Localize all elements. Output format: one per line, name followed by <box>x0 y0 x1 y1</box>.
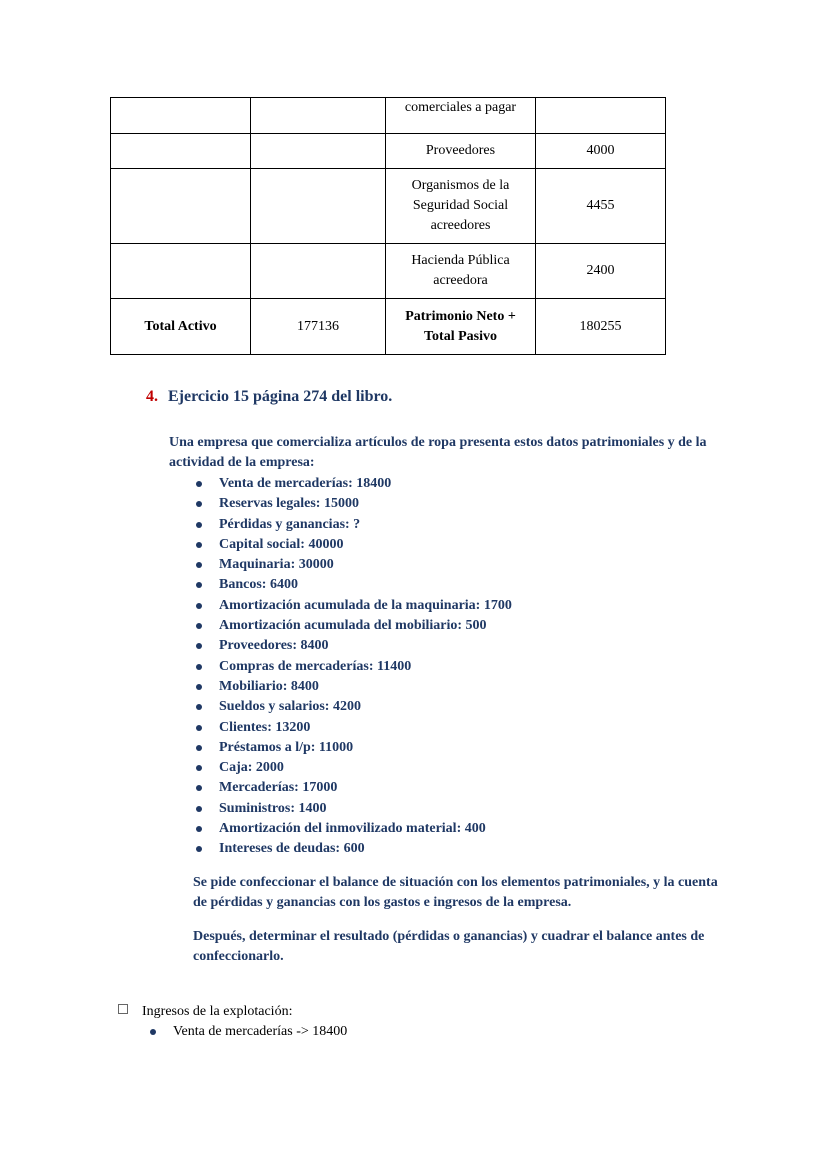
table-cell <box>111 244 251 299</box>
table-cell <box>111 98 251 134</box>
exercise-title: Ejercicio 15 página 274 del libro. <box>168 388 393 405</box>
list-item: Amortización acumulada de la maquinaria: 1700 <box>193 596 512 616</box>
list-item: Amortización acumulada del mobiliario: 500 <box>193 616 512 636</box>
ingresos-heading <box>118 1002 292 1022</box>
table-cell <box>111 169 251 244</box>
table-cell <box>251 134 386 169</box>
table-cell <box>251 169 386 244</box>
ingresos-list <box>148 1022 347 1042</box>
table-row <box>111 134 666 169</box>
checkbox-icon[interactable] <box>118 1004 128 1014</box>
total-pasivo-value: 180255 <box>536 299 666 355</box>
total-pasivo-label: Patrimonio Neto + Total Pasivo <box>386 299 536 355</box>
table-cell: 2400 <box>536 244 666 299</box>
list-item: Venta de mercaderías -> 18400 <box>148 1022 347 1042</box>
exercise-heading <box>146 388 392 406</box>
table-cell <box>251 244 386 299</box>
list-item: Suministros: 1400 <box>193 799 512 819</box>
list-item: Bancos: 6400 <box>193 575 512 595</box>
total-activo-label: Total Activo <box>111 299 251 355</box>
list-item: Amortización del inmovilizado material: 400 <box>193 819 512 839</box>
data-list <box>193 474 512 860</box>
list-item: Mobiliario: 8400 <box>193 677 512 697</box>
instruction-paragraph: Se pide confeccionar el balance de situación con los elementos patrimoniales, y la cuenta de pérdidas y ganancias con los gastos e ingresos de la empresa. <box>193 875 718 910</box>
list-item: Venta de mercaderías: 18400 <box>193 474 512 494</box>
exercise-intro: Una empresa que comercializa artículos de ropa presenta estos datos patrimoniales y de la actividad de la empresa: <box>169 435 707 470</box>
table-cell <box>251 98 386 134</box>
list-item: Reservas legales: 15000 <box>193 494 512 514</box>
list-item: Compras de mercaderías: 11400 <box>193 657 512 677</box>
list-item: Maquinaria: 30000 <box>193 555 512 575</box>
instruction-paragraph: Después, determinar el resultado (pérdidas o ganancias) y cuadrar el balance antes de confeccionarlo. <box>193 929 705 964</box>
list-item: Caja: 2000 <box>193 758 512 778</box>
table-row <box>111 169 666 244</box>
total-activo-value: 177136 <box>251 299 386 355</box>
table-row <box>111 98 666 134</box>
ingresos-label: Ingresos de la explotación: <box>142 1004 293 1019</box>
list-item: Proveedores: 8400 <box>193 636 512 656</box>
table-cell: Organismos de la Seguridad Social acreedores <box>386 169 536 244</box>
table-row <box>111 244 666 299</box>
table-cell <box>111 134 251 169</box>
table-cell: Proveedores <box>386 134 536 169</box>
table-cell: 4000 <box>536 134 666 169</box>
list-item: Intereses de deudas: 600 <box>193 839 512 859</box>
exercise-number: 4. <box>146 388 158 405</box>
list-item: Mercaderías: 17000 <box>193 778 512 798</box>
list-item: Pérdidas y ganancias: ? <box>193 515 512 535</box>
list-item: Capital social: 40000 <box>193 535 512 555</box>
list-item: Clientes: 13200 <box>193 718 512 738</box>
list-item: Préstamos a l/p: 11000 <box>193 738 512 758</box>
list-item: Sueldos y salarios: 4200 <box>193 697 512 717</box>
table-cell: 4455 <box>536 169 666 244</box>
table-cell: comerciales a pagar <box>386 98 536 134</box>
table-cell <box>536 98 666 134</box>
balance-table <box>110 97 666 355</box>
table-total-row <box>111 299 666 355</box>
table-cell: Hacienda Pública acreedora <box>386 244 536 299</box>
